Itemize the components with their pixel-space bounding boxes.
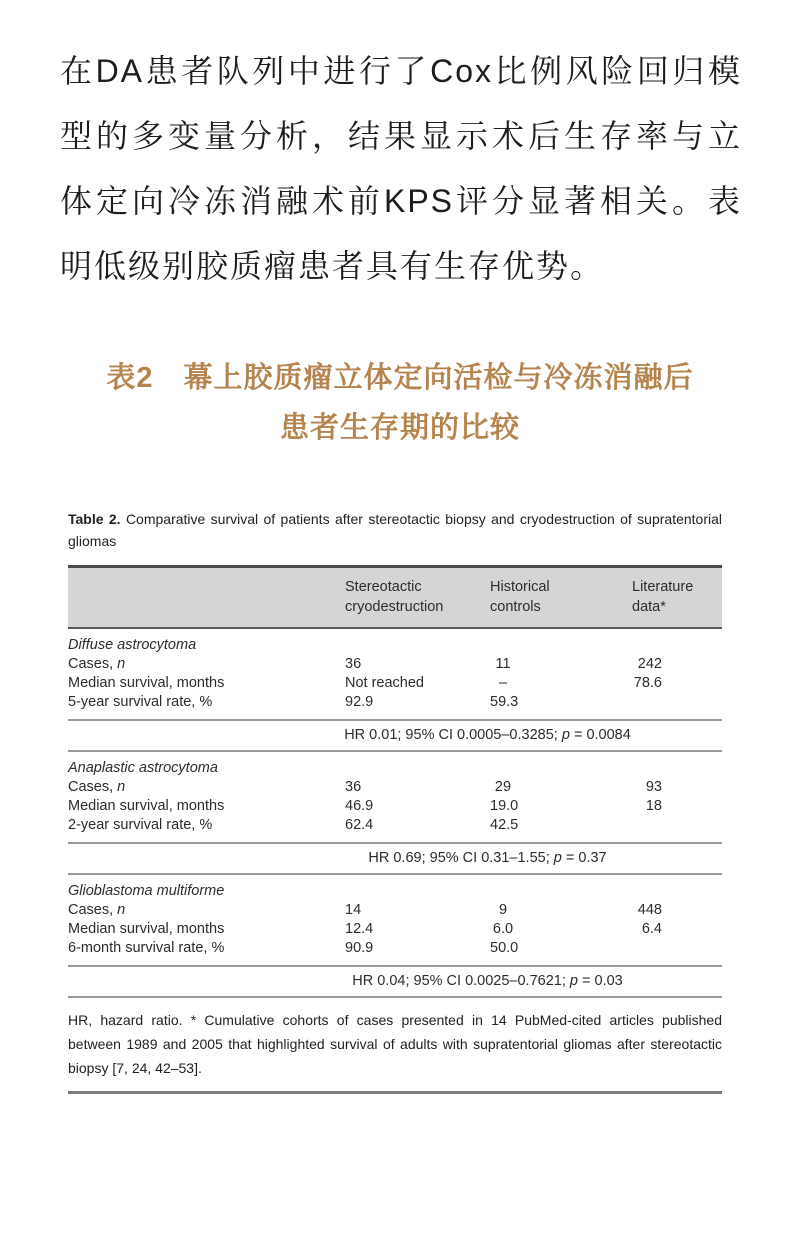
table-row bbox=[68, 693, 722, 712]
row-label: Median survival, months bbox=[68, 675, 225, 691]
row-label: Cases, n bbox=[68, 656, 126, 672]
table-caption-label: Table 2. bbox=[68, 511, 121, 527]
cell-literature: 6.4 bbox=[641, 921, 662, 937]
cell-cryodestruction: 62.4 bbox=[345, 817, 374, 833]
table-section-diffuse-astrocytoma bbox=[68, 629, 722, 752]
section-group-label: Glioblastoma multiforme bbox=[68, 883, 225, 899]
cell-cryodestruction: 46.9 bbox=[345, 798, 374, 814]
cell-cryodestruction: 36 bbox=[345, 656, 362, 672]
table-row bbox=[68, 797, 722, 816]
column-header-cryodestruction: Stereotactic cryodestruction bbox=[345, 579, 444, 615]
cell-historical: 29 bbox=[494, 779, 512, 795]
cell-historical: 59.3 bbox=[490, 694, 519, 710]
section-group-label: Diffuse astrocytoma bbox=[68, 637, 197, 653]
intro-line: 明低级别胶质瘤患者具有生存优势。 bbox=[60, 248, 605, 284]
cell-cryodestruction: 12.4 bbox=[345, 921, 374, 937]
table-caption-text: Comparative survival of patients after stereotactic biopsy and cryodestruction of supratentorial gliomas bbox=[68, 511, 722, 549]
cell-cryodestruction: 14 bbox=[345, 902, 362, 918]
column-header-literature-data: Literature data* bbox=[632, 579, 694, 615]
table-row bbox=[68, 655, 722, 674]
row-label: 2-year survival rate, % bbox=[68, 817, 213, 833]
cell-literature: 93 bbox=[645, 779, 662, 795]
intro-line: 在DA患者队列中进行了Cox比例风险回归模 bbox=[60, 53, 742, 89]
cell-cryodestruction: 92.9 bbox=[345, 694, 374, 710]
hr-summary-row: HR 0.01; 95% CI 0.0005–0.3285; p = 0.0084 bbox=[68, 719, 722, 752]
row-label: 6-month survival rate, % bbox=[68, 940, 225, 956]
row-label: Cases, n bbox=[68, 779, 126, 795]
table-row bbox=[68, 901, 722, 920]
cell-literature bbox=[632, 693, 722, 712]
hr-summary-row: HR 0.69; 95% CI 0.31–1.55; p = 0.37 bbox=[68, 842, 722, 875]
cell-literature bbox=[632, 939, 722, 958]
table-header-row bbox=[68, 565, 722, 629]
table-title-zh-line1: 表2 幕上胶质瘤立体定向活检与冷冻消融后 bbox=[106, 362, 694, 394]
row-label: 5-year survival rate, % bbox=[68, 694, 213, 710]
cell-literature bbox=[632, 816, 722, 835]
table-row bbox=[68, 816, 722, 835]
cell-historical: 42.5 bbox=[490, 817, 519, 833]
cell-cryodestruction: 36 bbox=[345, 779, 362, 795]
cell-historical: 11 bbox=[495, 656, 511, 672]
cell-literature: 448 bbox=[637, 902, 662, 918]
cell-literature: 242 bbox=[637, 656, 662, 672]
table-row bbox=[68, 920, 722, 939]
table-figure bbox=[68, 509, 722, 1094]
table-title-zh bbox=[0, 353, 800, 453]
section-group-label: Anaplastic astrocytoma bbox=[68, 760, 218, 776]
table-row bbox=[68, 939, 722, 958]
intro-line: 型的多变量分析，结果显示术后生存率与立 bbox=[60, 118, 742, 154]
table-section-anaplastic-astrocytoma bbox=[68, 752, 722, 875]
row-label: Median survival, months bbox=[68, 798, 225, 814]
cell-literature: 18 bbox=[645, 798, 662, 814]
row-label: Cases, n bbox=[68, 902, 126, 918]
cell-cryodestruction: Not reached bbox=[345, 675, 424, 691]
cell-cryodestruction: 90.9 bbox=[345, 940, 374, 956]
table-footnote: HR, hazard ratio. * Cumulative cohorts of cases presented in 14 PubMed-cited articles published between 1989 and 2005 that highlighted survival of adults with supratentorial gliomas after stereotactic biopsy [7, 24, 42–53]. bbox=[68, 998, 722, 1094]
intro-line: 体定向冷冻消融术前KPS评分显著相关。表 bbox=[60, 183, 742, 219]
hr-summary-row: HR 0.04; 95% CI 0.0025–0.7621; p = 0.03 bbox=[68, 965, 722, 998]
cell-historical: 6.0 bbox=[492, 921, 514, 937]
table-row bbox=[68, 778, 722, 797]
intro-paragraph bbox=[60, 39, 742, 299]
row-label: Median survival, months bbox=[68, 921, 225, 937]
cell-historical: 19.0 bbox=[490, 798, 519, 814]
table-caption bbox=[68, 509, 722, 552]
table-title-zh-line2: 患者生存期的比较 bbox=[279, 412, 520, 444]
cell-historical: – bbox=[498, 675, 508, 691]
table-section-glioblastoma-multiforme bbox=[68, 875, 722, 998]
column-header-historical-controls: Historical controls bbox=[490, 579, 550, 615]
cell-literature: 78.6 bbox=[633, 675, 662, 691]
cell-historical: 50.0 bbox=[490, 940, 519, 956]
document-page bbox=[0, 39, 800, 1233]
cell-historical: 9 bbox=[498, 902, 508, 918]
table-row bbox=[68, 674, 722, 693]
